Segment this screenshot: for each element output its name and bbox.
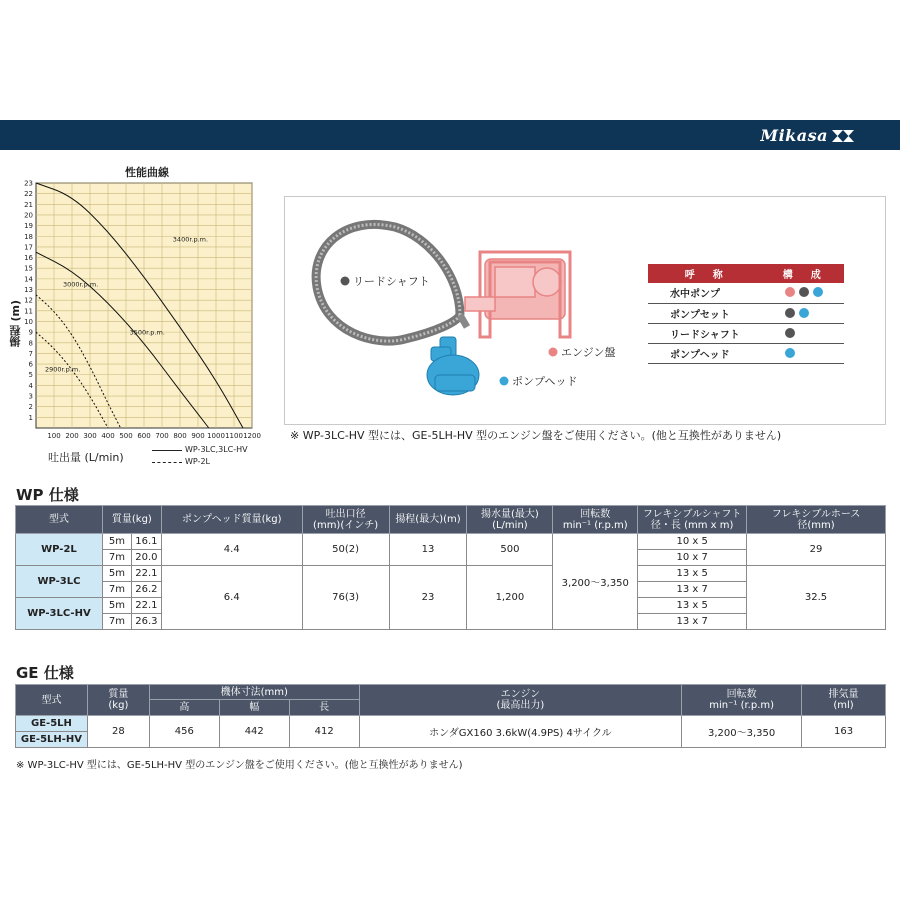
- wp-shaft: 13 x 7: [638, 582, 747, 598]
- ge-rpm: 3,200～3,350: [682, 716, 802, 748]
- shaft-dot: [341, 277, 350, 286]
- label-engine-base: エンジン盤: [561, 346, 616, 359]
- wp-h-model: 型式: [16, 506, 103, 534]
- wp-h-hose: フレキシブルホース 径(mm): [747, 506, 886, 534]
- legend-line-dashed: [152, 462, 182, 463]
- legend-item-solid: [152, 444, 248, 456]
- component-name: ポンプヘッド: [648, 343, 763, 363]
- component-name: ポンプセット: [648, 303, 763, 323]
- ge-h-disp: 排気量 (ml): [802, 685, 886, 716]
- x-tick-label: 600: [137, 432, 151, 440]
- x-tick-label: 1100: [225, 432, 243, 440]
- component-dot-icon: [785, 348, 795, 358]
- wp-shaft: 13 x 5: [638, 598, 747, 614]
- y-tick-label: 11: [24, 307, 33, 316]
- ge-displacement: 163: [802, 716, 886, 748]
- list-item: [648, 283, 844, 303]
- component-dot-icon: [799, 287, 809, 297]
- x-tick-label: 1000: [207, 432, 225, 440]
- component-name: リードシャフト: [648, 323, 763, 343]
- chart-title: 性能曲線: [125, 166, 169, 179]
- wp-h-weight: 質量(kg): [102, 506, 161, 534]
- component-dots: [763, 283, 844, 303]
- ge-h-rpm: 回転数 min⁻¹ (r.p.m): [682, 685, 802, 716]
- wp-weight: 20.0: [131, 550, 161, 566]
- wp-h-outlet: 吐出口径 (mm)(インチ): [302, 506, 389, 534]
- wp-shaft: 10 x 5: [638, 534, 747, 550]
- series-label: 3400r.p.m.: [172, 235, 209, 244]
- wp-flow: 1,200: [467, 566, 553, 630]
- list-item: [648, 343, 844, 363]
- series-label: 3000r.p.m.: [63, 280, 99, 289]
- wp-weight: 22.1: [131, 598, 161, 614]
- legend-label: WP-2L: [185, 457, 210, 466]
- component-dots: [763, 303, 844, 323]
- brand-logo-text: Mikasa: [760, 126, 828, 145]
- y-tick-label: 6: [28, 360, 33, 369]
- engine-dot: [549, 348, 558, 357]
- component-dot-icon: [785, 328, 795, 338]
- chart-x-label: 吐出量 (L/min): [48, 451, 124, 464]
- y-tick-label: 15: [24, 264, 33, 273]
- y-tick-label: 1: [28, 413, 33, 422]
- wp-model: WP-3LC: [16, 566, 103, 598]
- wp-length: 5m: [102, 598, 131, 614]
- legend-line-solid: [152, 450, 182, 451]
- y-tick-label: 3: [28, 392, 33, 401]
- x-tick-label: 500: [119, 432, 133, 440]
- y-tick-label: 4: [28, 381, 33, 390]
- ge-length: 412: [289, 716, 359, 748]
- y-tick-label: 7: [28, 349, 33, 358]
- wp-model: WP-3LC-HV: [16, 598, 103, 630]
- y-tick-label: 16: [24, 254, 33, 263]
- wp-hose: 32.5: [747, 566, 886, 630]
- component-dots: [763, 343, 844, 363]
- list-item: [648, 303, 844, 323]
- list-item: [648, 323, 844, 343]
- wp-h-head-weight: ポンプヘッド質量(kg): [161, 506, 302, 534]
- x-tick-label: 800: [173, 432, 187, 440]
- chart-y-label: 揚程 (m): [9, 300, 22, 348]
- component-dots: [763, 323, 844, 343]
- wp-lift: 23: [389, 566, 467, 630]
- ge-width: 442: [219, 716, 289, 748]
- y-tick-label: 22: [24, 190, 33, 199]
- x-tick-label: 400: [101, 432, 115, 440]
- table-row: [16, 534, 886, 550]
- ge-model: GE-5LH: [16, 716, 88, 732]
- x-tick-label: 300: [83, 432, 97, 440]
- chart-legend: [152, 444, 248, 468]
- y-tick-label: 8: [28, 339, 33, 348]
- wp-lift: 13: [389, 534, 467, 566]
- wp-h-rpm: 回転数 min⁻¹ (r.p.m): [553, 506, 638, 534]
- ge-height: 456: [149, 716, 219, 748]
- wp-length: 5m: [102, 566, 131, 582]
- ge-h-width: 幅: [219, 700, 289, 716]
- x-tick-label: 700: [155, 432, 169, 440]
- wp-rpm: 3,200～3,350: [553, 534, 638, 630]
- y-tick-label: 20: [24, 211, 33, 220]
- compatibility-note: ※ WP-3LC-HV 型には、GE-5LH-HV 型のエンジン盤をご使用ください。(他と互換性がありません): [290, 429, 782, 442]
- ge-h-weight: 質量 (kg): [87, 685, 149, 716]
- engine-base-drawing: [465, 252, 570, 337]
- component-dot-icon: [799, 308, 809, 318]
- y-tick-label: 5: [28, 371, 33, 380]
- table-row: [16, 716, 886, 732]
- wp-model: WP-2L: [16, 534, 103, 566]
- wp-h-lift: 揚程(最大)(m): [389, 506, 467, 534]
- brand-mark-icon: [832, 130, 854, 142]
- y-tick-label: 12: [24, 296, 33, 305]
- component-name: 水中ポンプ: [648, 283, 763, 303]
- wp-length: 7m: [102, 550, 131, 566]
- wp-length: 7m: [102, 582, 131, 598]
- wp-spec-table: [15, 505, 886, 630]
- ge-spec-title: GE 仕様: [16, 664, 74, 682]
- label-pump-head: ポンプヘッド: [512, 375, 578, 388]
- ge-h-engine: エンジン (最高出力): [359, 685, 682, 716]
- components-table: [648, 264, 844, 364]
- wp-shaft: 13 x 7: [638, 614, 747, 630]
- brand-logo: [760, 126, 854, 145]
- ge-h-model: 型式: [16, 685, 88, 716]
- wp-weight: 22.1: [131, 566, 161, 582]
- component-dot-icon: [813, 287, 823, 297]
- y-tick-label: 14: [24, 275, 33, 284]
- x-tick-label: 900: [191, 432, 205, 440]
- ge-weight: 28: [87, 716, 149, 748]
- y-tick-label: 10: [24, 317, 33, 326]
- wp-h-shaft: フレキシブルシャフト 径・長 (mm x m): [638, 506, 747, 534]
- table-row: [16, 566, 886, 582]
- label-lead-shaft: リードシャフト: [353, 275, 430, 288]
- wp-spec-title: WP 仕様: [16, 486, 79, 504]
- x-tick-label: 1200: [243, 432, 261, 440]
- components-header-row: [648, 264, 844, 283]
- header-name: 呼 称: [648, 264, 763, 283]
- wp-shaft: 13 x 5: [638, 566, 747, 582]
- ge-engine: ホンダGX160 3.6kW(4.9PS) 4サイクル: [359, 716, 682, 748]
- wp-outlet: 50(2): [302, 534, 389, 566]
- wp-head-weight: 6.4: [161, 566, 302, 630]
- y-tick-label: 13: [24, 286, 33, 295]
- series-label: 2900r.p.m.: [45, 365, 81, 374]
- wp-weight: 16.1: [131, 534, 161, 550]
- wp-hose: 29: [747, 534, 886, 566]
- ge-compatibility-note: ※ WP-3LC-HV 型には、GE-5LH-HV 型のエンジン盤をご使用ください。(他と互換性がありません): [16, 760, 463, 771]
- legend-item-dashed: [152, 456, 248, 468]
- ge-h-height: 高: [149, 700, 219, 716]
- component-dot-icon: [785, 308, 795, 318]
- wp-outlet: 76(3): [302, 566, 389, 630]
- y-tick-label: 23: [24, 179, 33, 188]
- y-tick-label: 9: [28, 328, 33, 337]
- head-dot: [500, 377, 509, 386]
- ge-model: GE-5LH-HV: [16, 732, 88, 748]
- y-tick-label: 17: [24, 243, 33, 252]
- y-tick-label: 2: [28, 403, 33, 412]
- x-tick-label: 200: [65, 432, 79, 440]
- wp-h-flow: 揚水量(最大) (L/min): [467, 506, 553, 534]
- components-table-body: [648, 283, 844, 363]
- component-dot-icon: [785, 287, 795, 297]
- performance-chart: [0, 175, 280, 445]
- wp-head-weight: 4.4: [161, 534, 302, 566]
- legend-label: WP-3LC,3LC-HV: [185, 445, 248, 454]
- header-composition: 構 成: [763, 264, 844, 283]
- x-tick-label: 100: [47, 432, 61, 440]
- y-tick-label: 21: [24, 200, 33, 209]
- y-tick-label: 18: [24, 232, 33, 241]
- ge-header-row: [16, 685, 886, 700]
- series-label: 3500r.p.m.: [129, 328, 165, 337]
- wp-header-row: [16, 506, 886, 534]
- pump-head-drawing: [427, 337, 479, 395]
- wp-weight: 26.2: [131, 582, 161, 598]
- wp-shaft: 10 x 7: [638, 550, 747, 566]
- ge-spec-table: [15, 684, 886, 748]
- wp-length: 7m: [102, 614, 131, 630]
- wp-length: 5m: [102, 534, 131, 550]
- wp-weight: 26.3: [131, 614, 161, 630]
- ge-h-length: 長: [289, 700, 359, 716]
- ge-h-dims: 機体寸法(mm): [149, 685, 359, 700]
- wp-flow: 500: [467, 534, 553, 566]
- y-tick-label: 19: [24, 222, 33, 231]
